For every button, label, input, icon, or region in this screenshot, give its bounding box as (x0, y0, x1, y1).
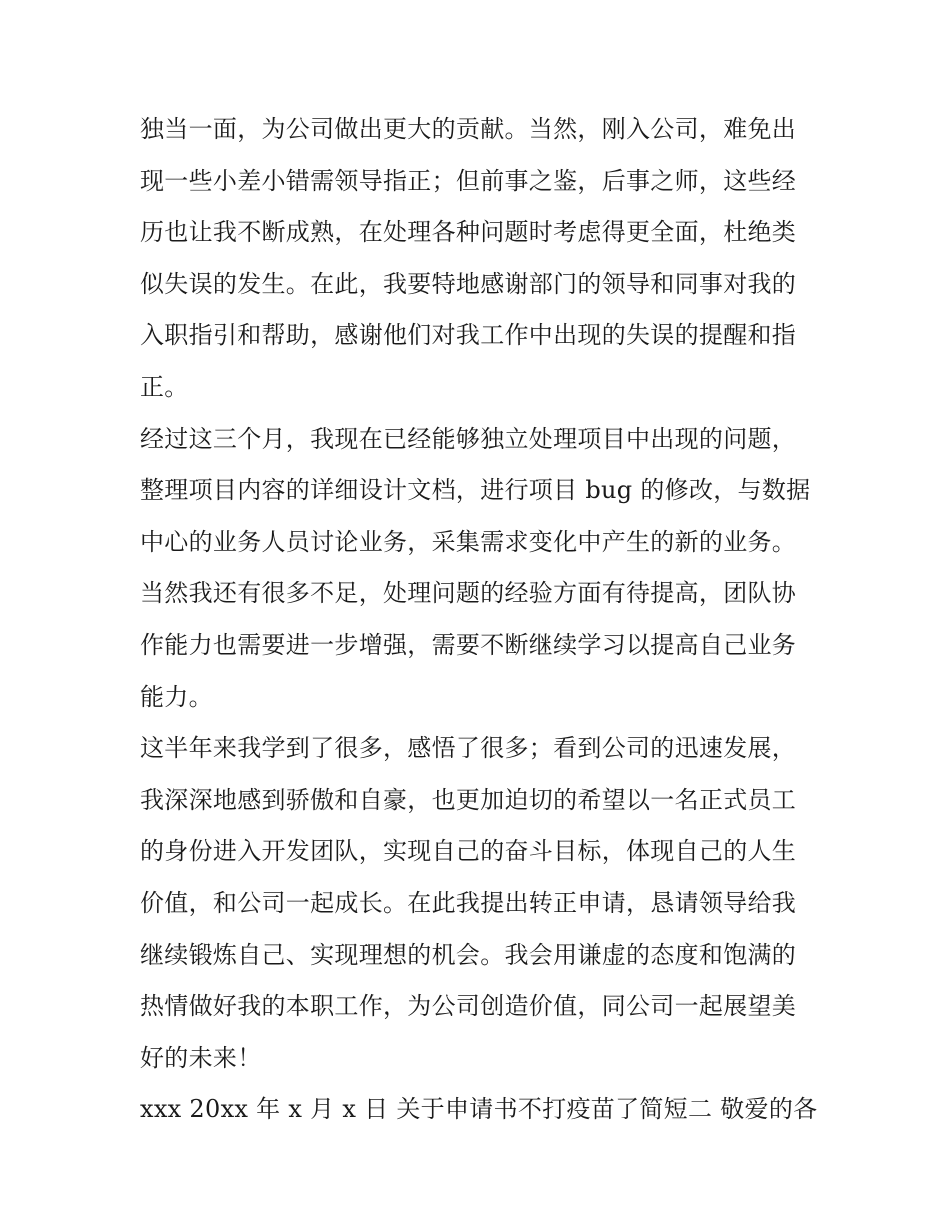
text-line-20: xxx 20xx 年 x 月 x 日 关于申请书不打疫苗了简短二 敬爱的各 (140, 1095, 818, 1124)
text-line-11: 作能力也需要进一步增强，需要不断继续学习以提高自己业务 (140, 630, 797, 659)
text-line-19: 好的未来！ (140, 1043, 262, 1072)
text-line-17: 继续锻炼自己、实现理想的机会。我会用谦虚的态度和饱满的 (140, 940, 797, 969)
text-line-2: 现一些小差小错需领导指正；但前事之鉴，后事之师，这些经 (140, 166, 797, 195)
text-line-10: 当然我还有很多不足，处理问题的经验方面有待提高，团队协 (140, 579, 797, 608)
text-line-7: 经过这三个月，我现在已经能够独立处理项目中出现的问题， (140, 424, 797, 453)
text-line-9: 中心的业务人员讨论业务，采集需求变化中产生的新的业务。 (140, 527, 797, 556)
document-body (140, 104, 820, 1136)
text-line-1: 独当一面，为公司做出更大的贡献。当然，刚入公司，难免出 (140, 115, 797, 143)
text-line-15: 的身份进入开发团队，实现自己的奋斗目标，体现自己的人生 (140, 837, 797, 866)
text-line-16: 价值，和公司一起成长。在此我提出转正申请，恳请领导给我 (140, 888, 797, 917)
text-line-4: 似失误的发生。在此，我要特地感谢部门的领导和同事对我的 (140, 269, 797, 298)
text-line-3: 历也让我不断成熟，在处理各种问题时考虑得更全面，杜绝类 (140, 218, 797, 247)
text-line-5: 入职指引和帮助，感谢他们对我工作中出现的失误的提醒和指 (140, 321, 797, 350)
text-line-14: 我深深地感到骄傲和自豪，也更加迫切的希望以一名正式员工 (140, 785, 797, 814)
text-line-8: 整理项目内容的详细设计文档，进行项目 bug 的修改，与数据 (140, 476, 811, 505)
text-line-6: 正。 (140, 372, 189, 401)
text-line-12: 能力。 (140, 682, 213, 711)
text-line-18: 热情做好我的本职工作，为公司创造价值，同公司一起展望美 (140, 992, 797, 1021)
text-line-13: 这半年来我学到了很多，感悟了很多；看到公司的迅速发展， (140, 734, 797, 763)
